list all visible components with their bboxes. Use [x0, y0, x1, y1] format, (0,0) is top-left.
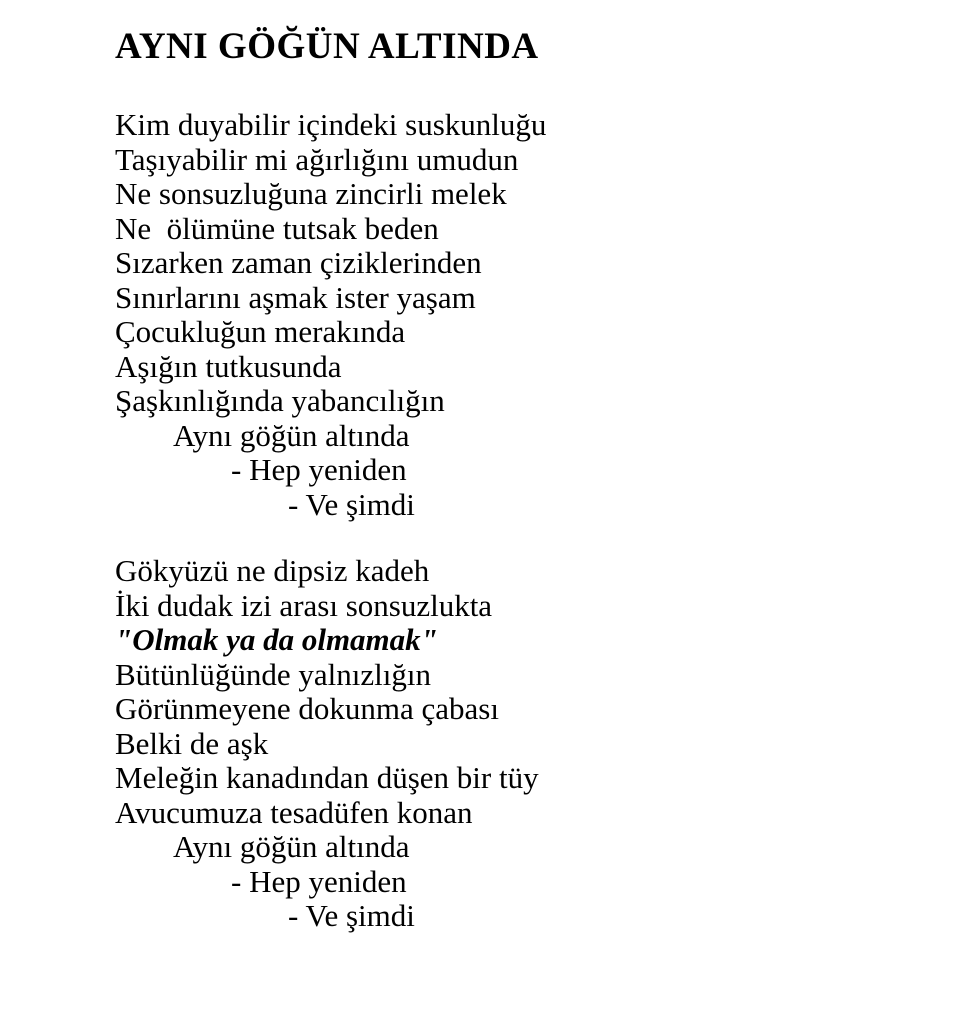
poem-line-refrain: - Ve şimdi: [288, 486, 415, 522]
poem-line-refrain: - Hep yeniden: [231, 863, 407, 899]
poem-stanza-2: [115, 554, 935, 934]
poem-line: Aşığın tutkusunda: [115, 348, 342, 384]
poem-line-refrain: - Ve şimdi: [288, 898, 415, 933]
poem-line: Belki de aşk: [115, 725, 269, 761]
poem-line: Görünmeyene dokunma çabası: [115, 691, 499, 726]
poem-title: AYNI GÖĞÜN ALTINDA: [115, 26, 539, 67]
poem-line: Sızarken zaman çiziklerinden: [115, 245, 482, 280]
poem-line-refrain: - Hep yeniden: [231, 452, 407, 487]
poem-line: Bütünlüğünde yalnızlığın: [115, 656, 431, 692]
poem-line-quote: "Olmak ya da olmamak": [115, 622, 438, 657]
poem-line: Taşıyabilir mi ağırlığını umudun: [115, 141, 519, 177]
poem-line: Şaşkınlığında yabancılığın: [115, 383, 445, 418]
poem-line-refrain: Aynı göğün altında: [173, 417, 410, 453]
poem-line: Sınırlarını aşmak ister yaşam: [115, 279, 476, 315]
poem-line: Gökyüzü ne dipsiz kadeh: [115, 553, 430, 588]
poem-line: Çocukluğun merakında: [115, 314, 406, 349]
poem-line: Kim duyabilir içindeki suskunluğu: [115, 107, 547, 142]
poem-line: Avucumuza tesadüfen konan: [115, 794, 473, 830]
poem-line: Ne ölümüne tutsak beden: [115, 210, 439, 246]
poem-line-refrain: Aynı göğün altında: [173, 829, 410, 864]
poem-stanza-1: [115, 108, 935, 522]
poem-content: [115, 0, 935, 934]
poem-line: İki dudak izi arası sonsuzlukta: [115, 587, 493, 623]
poem-line: Meleğin kanadından düşen bir tüy: [115, 760, 539, 795]
poem-line: Ne sonsuzluğuna zincirli melek: [115, 176, 507, 211]
